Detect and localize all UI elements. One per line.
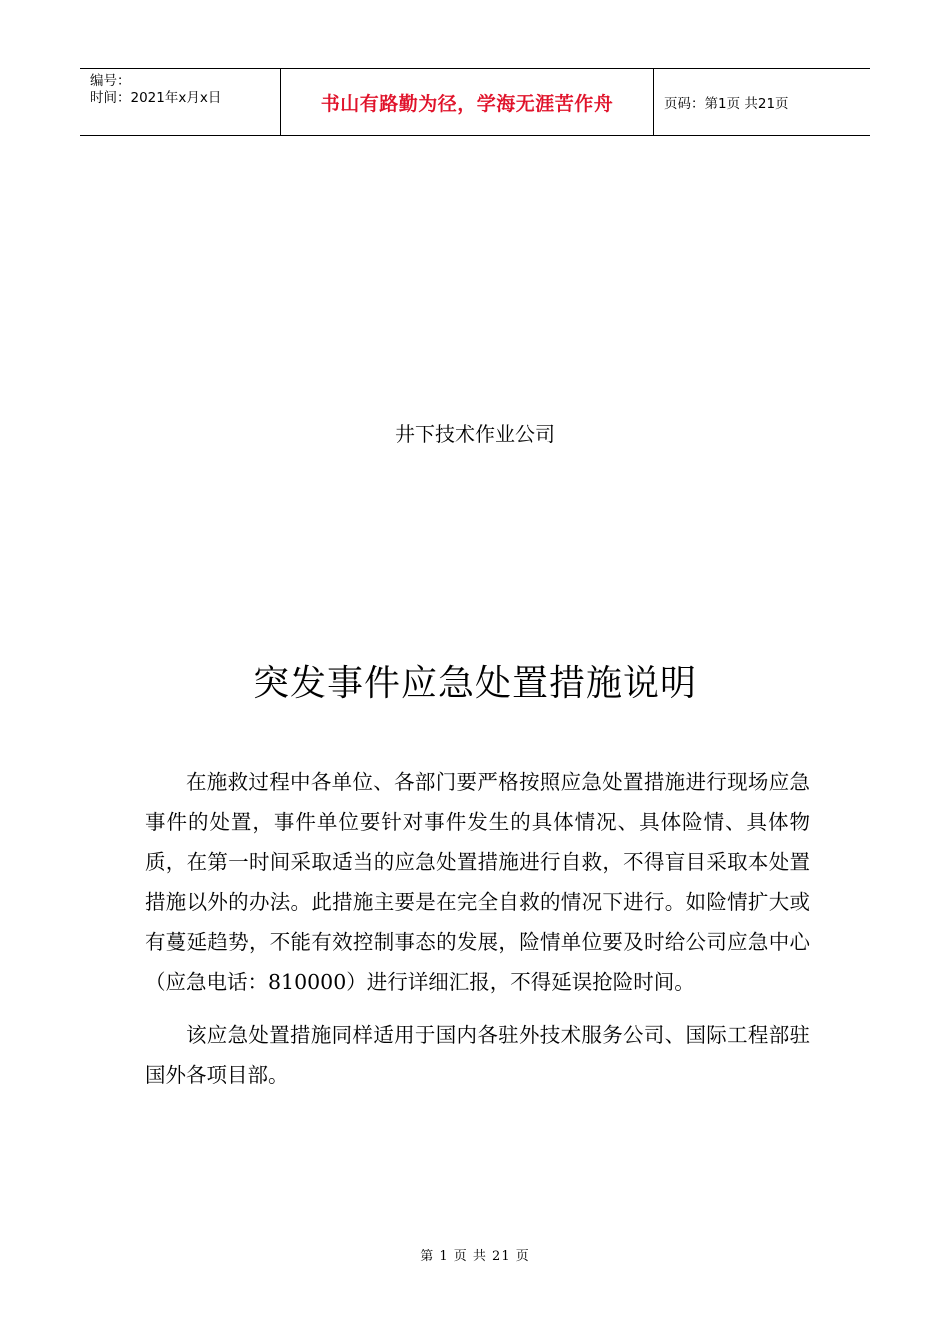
document-body bbox=[145, 762, 810, 1095]
header-motto: 书山有路勤为径，学海无涯苦作舟 bbox=[320, 92, 614, 115]
document-title: 突发事件应急处置措施说明 bbox=[252, 663, 697, 704]
footer-page-number: 第 1 页 共 21 页 bbox=[420, 1249, 530, 1264]
header-motto-cell bbox=[281, 69, 654, 135]
body-paragraph: 该应急处置措施同样适用于国内各驻外技术服务公司、国际工程部驻国外各项目部。 bbox=[145, 1023, 810, 1087]
document-number-label: 编号： bbox=[90, 73, 131, 89]
header-meta-cell bbox=[80, 69, 281, 135]
document-date: 时间：2021年x月x日 bbox=[90, 90, 222, 106]
header-page-info: 页码：第1页 共21页 bbox=[664, 96, 789, 112]
company-name: 井下技术作业公司 bbox=[395, 422, 555, 446]
header-table bbox=[80, 68, 870, 136]
header-page-cell bbox=[654, 69, 870, 135]
body-paragraph: 在施救过程中各单位、各部门要严格按照应急处置措施进行现场应急事件的处置，事件单位要针对事件发生的具体情况、具体险情、具体物质，在第一时间采取适当的应急处置措施进行自救，不得盲目采取本处置措施以外的办法。此措施主要是在完全自救的情况下进行。如险情扩大或有蔓延趋势，不能有效控制事态的发展，险情单位要及时给公司应急中心（应急电话：810000）进行详细汇报，不得延误抢险时间。 bbox=[145, 770, 810, 994]
